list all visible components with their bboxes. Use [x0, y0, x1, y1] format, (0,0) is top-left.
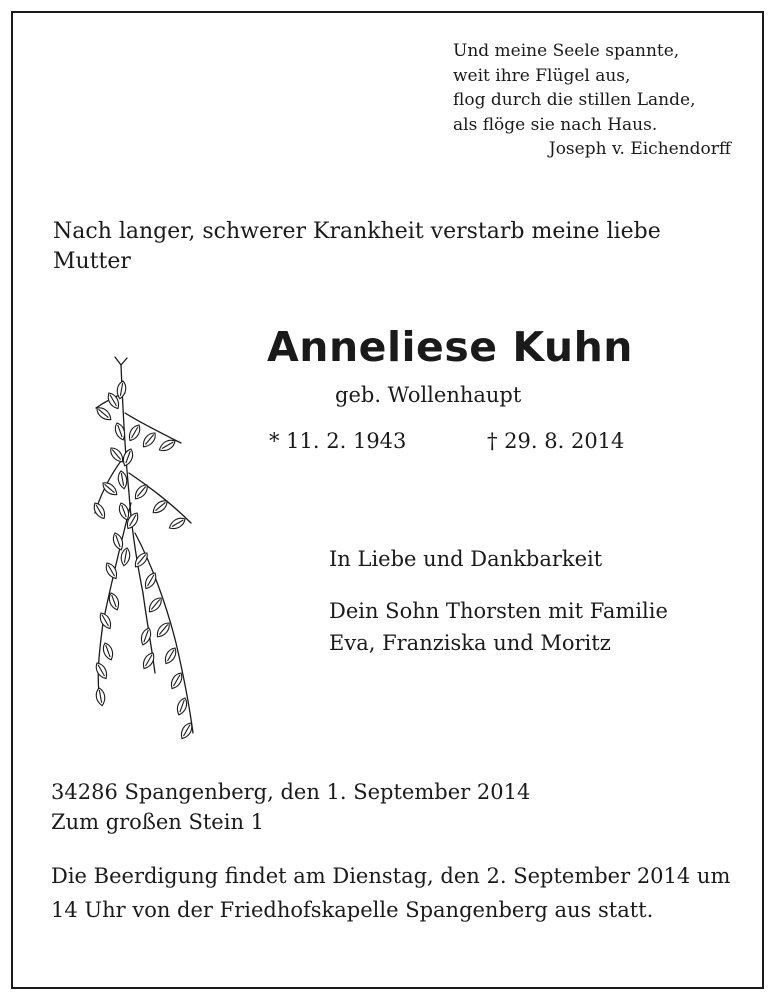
intro-text: Nach langer, schwerer Krankheit verstarb meine liebe Mutter	[53, 219, 661, 274]
willow-branch-icon	[51, 353, 221, 753]
leaf-icon	[151, 498, 170, 516]
mourner-line: Dein Sohn Thorsten mit Familie	[329, 599, 668, 623]
mourner-line: Eva, Franziska und Moritz	[329, 631, 611, 655]
leaf-icon	[140, 430, 158, 449]
city-date: 34286 Spangenberg, den 1. September 2014	[51, 780, 531, 804]
leaf-icon	[175, 697, 189, 717]
greeting: In Liebe und Dankbarkeit	[329, 547, 603, 571]
poem-line: weit ihre Flügel aus,	[453, 65, 631, 86]
leaf-icon	[167, 515, 187, 531]
deceased-name: Anneliese Kuhn	[267, 323, 633, 371]
birth-name: geb. Wollenhaupt	[335, 383, 522, 407]
leaf-icon	[146, 595, 164, 614]
birth-date: * 11. 2. 1943	[269, 429, 407, 453]
street: Zum großen Stein 1	[51, 810, 265, 834]
leaf-icon	[132, 482, 150, 501]
leaf-icon	[95, 687, 106, 706]
address	[51, 777, 530, 837]
poem	[453, 39, 743, 162]
funeral-info: Die Beerdigung findet am Dienstag, den 2. September 2014 um 14 Uhr von der Friedhofskapelle Spangenberg aus statt.	[51, 864, 731, 922]
leaf-icon	[91, 501, 107, 521]
leaf-icon	[94, 405, 113, 423]
leaf-icon	[103, 561, 119, 581]
leaf-icon	[101, 642, 115, 662]
poem-line: Und meine Seele spannte,	[453, 41, 680, 61]
obituary-notice	[11, 11, 764, 989]
poem-author: Joseph v. Eichendorff	[548, 139, 731, 159]
death-date: † 29. 8. 2014	[487, 429, 625, 453]
poem-line: als flöge sie nach Haus.	[453, 114, 658, 135]
leaf-icon	[162, 646, 178, 666]
poem-line: flog durch die stillen Lande,	[453, 90, 696, 110]
leaf-icon	[154, 620, 172, 639]
leaf-icon	[126, 423, 142, 443]
leaf-icon	[117, 470, 128, 489]
mourners-list	[329, 595, 668, 659]
leaf-icon	[93, 661, 109, 681]
leaf-icon	[100, 480, 119, 498]
